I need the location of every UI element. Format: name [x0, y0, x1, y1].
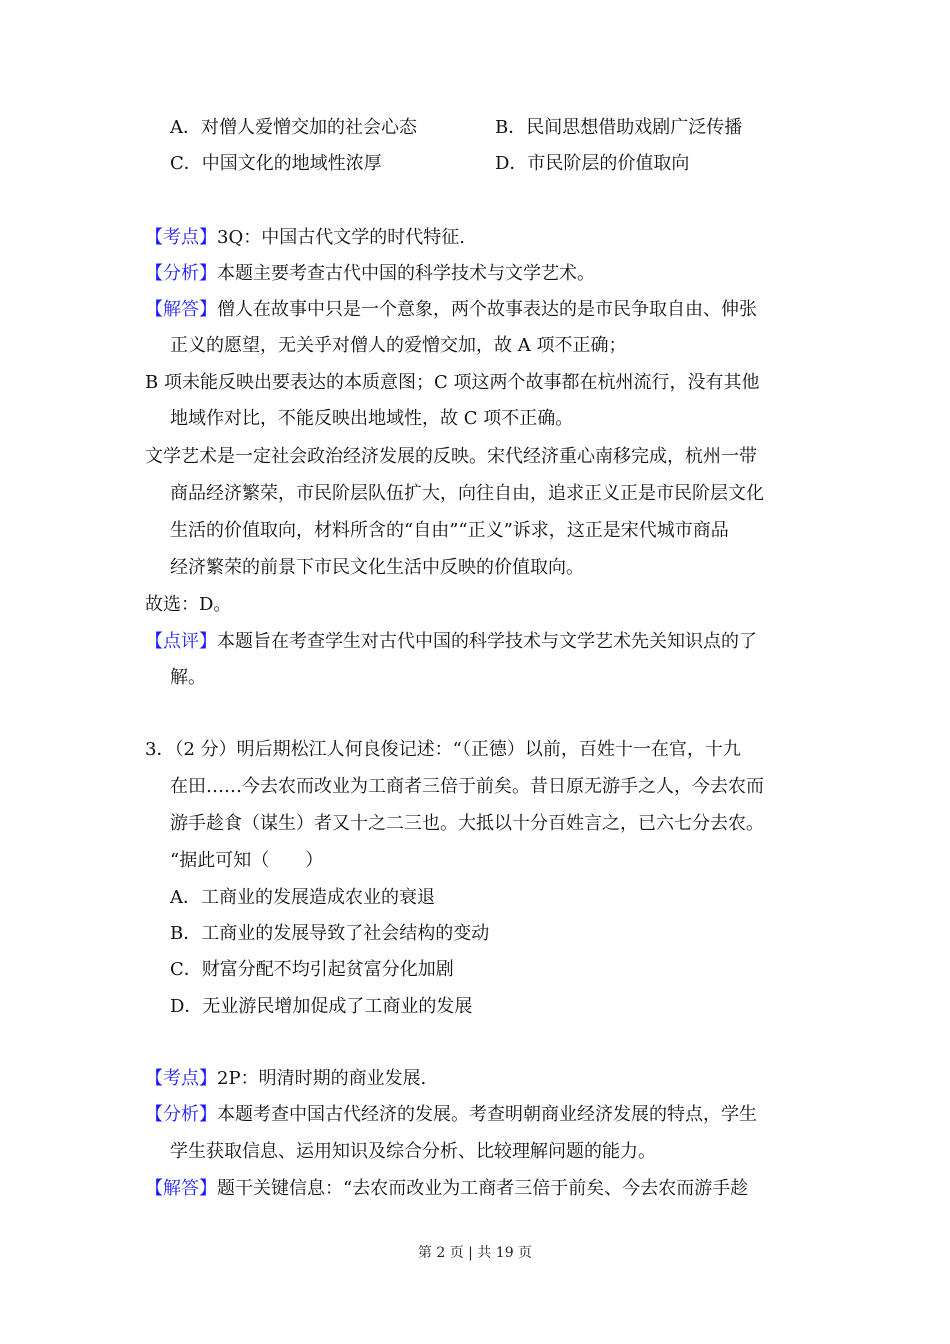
- q3-option-a: A．工商业的发展造成农业的衰退: [170, 887, 435, 908]
- q2-fenxi: [145, 262, 595, 286]
- jieda-line: 地域作对比，不能反映出地域性，故 C 项不正确。: [170, 408, 574, 429]
- q2-kaodian: [145, 226, 465, 250]
- jieda-label: 【解答】: [145, 1178, 217, 1199]
- jieda-line: 正义的愿望，无关乎对僧人的爱憎交加，故 A 项不正确；: [170, 335, 627, 356]
- jieda-line: 文学艺术是一定社会政治经济发展的反映。宋代经济重心南移完成，杭州一带: [145, 446, 757, 467]
- fenxi-label: 【分析】: [145, 1104, 217, 1125]
- q2-option-b: B．民间思想借助戏剧广泛传播: [495, 117, 743, 138]
- dianping-line: 解。: [170, 667, 206, 688]
- q3-kaodian: [145, 1067, 426, 1091]
- q3-stem-line: 游手趁食（谋生）者又十之二三也。大抵以十分百姓言之，已六七分去农。: [170, 813, 764, 834]
- jieda-line: 商品经济繁荣，市民阶层队伍扩大，向往自由，追求正义正是市民阶层文化: [170, 483, 764, 504]
- jieda-line: 生活的价值取向，材料所含的“自由”“正义”诉求，这正是宋代城市商品: [170, 520, 729, 541]
- q3-stem-line: 在田……今去农而改业为工商者三倍于前矣。昔日原无游手之人，今去农而: [170, 776, 764, 797]
- jieda-label: 【解答】: [145, 299, 217, 320]
- kaodian-text: 2P：明清时期的商业发展.: [217, 1068, 427, 1089]
- jieda-line: 僧人在故事中只是一个意象，两个故事表达的是市民争取自由、伸张: [217, 299, 757, 320]
- q3-option-b: B．工商业的发展导致了社会结构的变动: [170, 923, 490, 944]
- q3-option-c: C．财富分配不均引起贫富分化加剧: [170, 959, 454, 980]
- jieda-line: 经济繁荣的前景下市民文化生活中反映的价值取向。: [170, 557, 584, 578]
- fenxi-text: 本题主要考查古代中国的科学技术与文学艺术。: [217, 263, 595, 284]
- jieda-line: B 项未能反映出要表达的本质意图；C 项这两个故事都在杭州流行，没有其他: [145, 372, 760, 393]
- kaodian-label: 【考点】: [145, 227, 217, 248]
- q3-fenxi: [145, 1103, 757, 1127]
- kaodian-text: 3Q：中国古代文学的时代特征.: [217, 227, 465, 248]
- q3-stem-line: “据此可知（ ）: [170, 850, 324, 871]
- q2-jieda: [145, 298, 757, 322]
- q3-jieda: [145, 1177, 748, 1201]
- fenxi-label: 【分析】: [145, 263, 217, 284]
- dianping-line: 本题旨在考查学生对古代中国的科学技术与文学艺术先关知识点的了: [217, 631, 757, 652]
- q2-option-a: A．对僧人爱憎交加的社会心态: [170, 117, 417, 138]
- q2-answer: 故选：D。: [145, 594, 232, 615]
- q2-option-d: D．市民阶层的价值取向: [495, 153, 690, 174]
- jieda-text: 题干关键信息：“去农而改业为工商者三倍于前矣、今去农而游手趁: [217, 1178, 749, 1199]
- dianping-label: 【点评】: [145, 631, 217, 652]
- kaodian-label: 【考点】: [145, 1068, 217, 1089]
- q3-stem-line: 3．（2 分）明后期松江人何良俊记述：“（正德）以前，百姓十一在官，十九: [145, 739, 741, 760]
- fenxi-line: 本题考查中国古代经济的发展。考查明朝商业经济发展的特点，学生: [217, 1104, 757, 1125]
- page-footer: 第 2 页 | 共 19 页: [417, 1245, 533, 1261]
- q3-option-d: D．无业游民增加促成了工商业的发展: [170, 996, 473, 1017]
- fenxi-line: 学生获取信息、运用知识及综合分析、比较理解问题的能力。: [170, 1141, 656, 1162]
- q2-dianping: [145, 630, 757, 654]
- q2-option-c: C．中国文化的地域性浓厚: [170, 153, 382, 174]
